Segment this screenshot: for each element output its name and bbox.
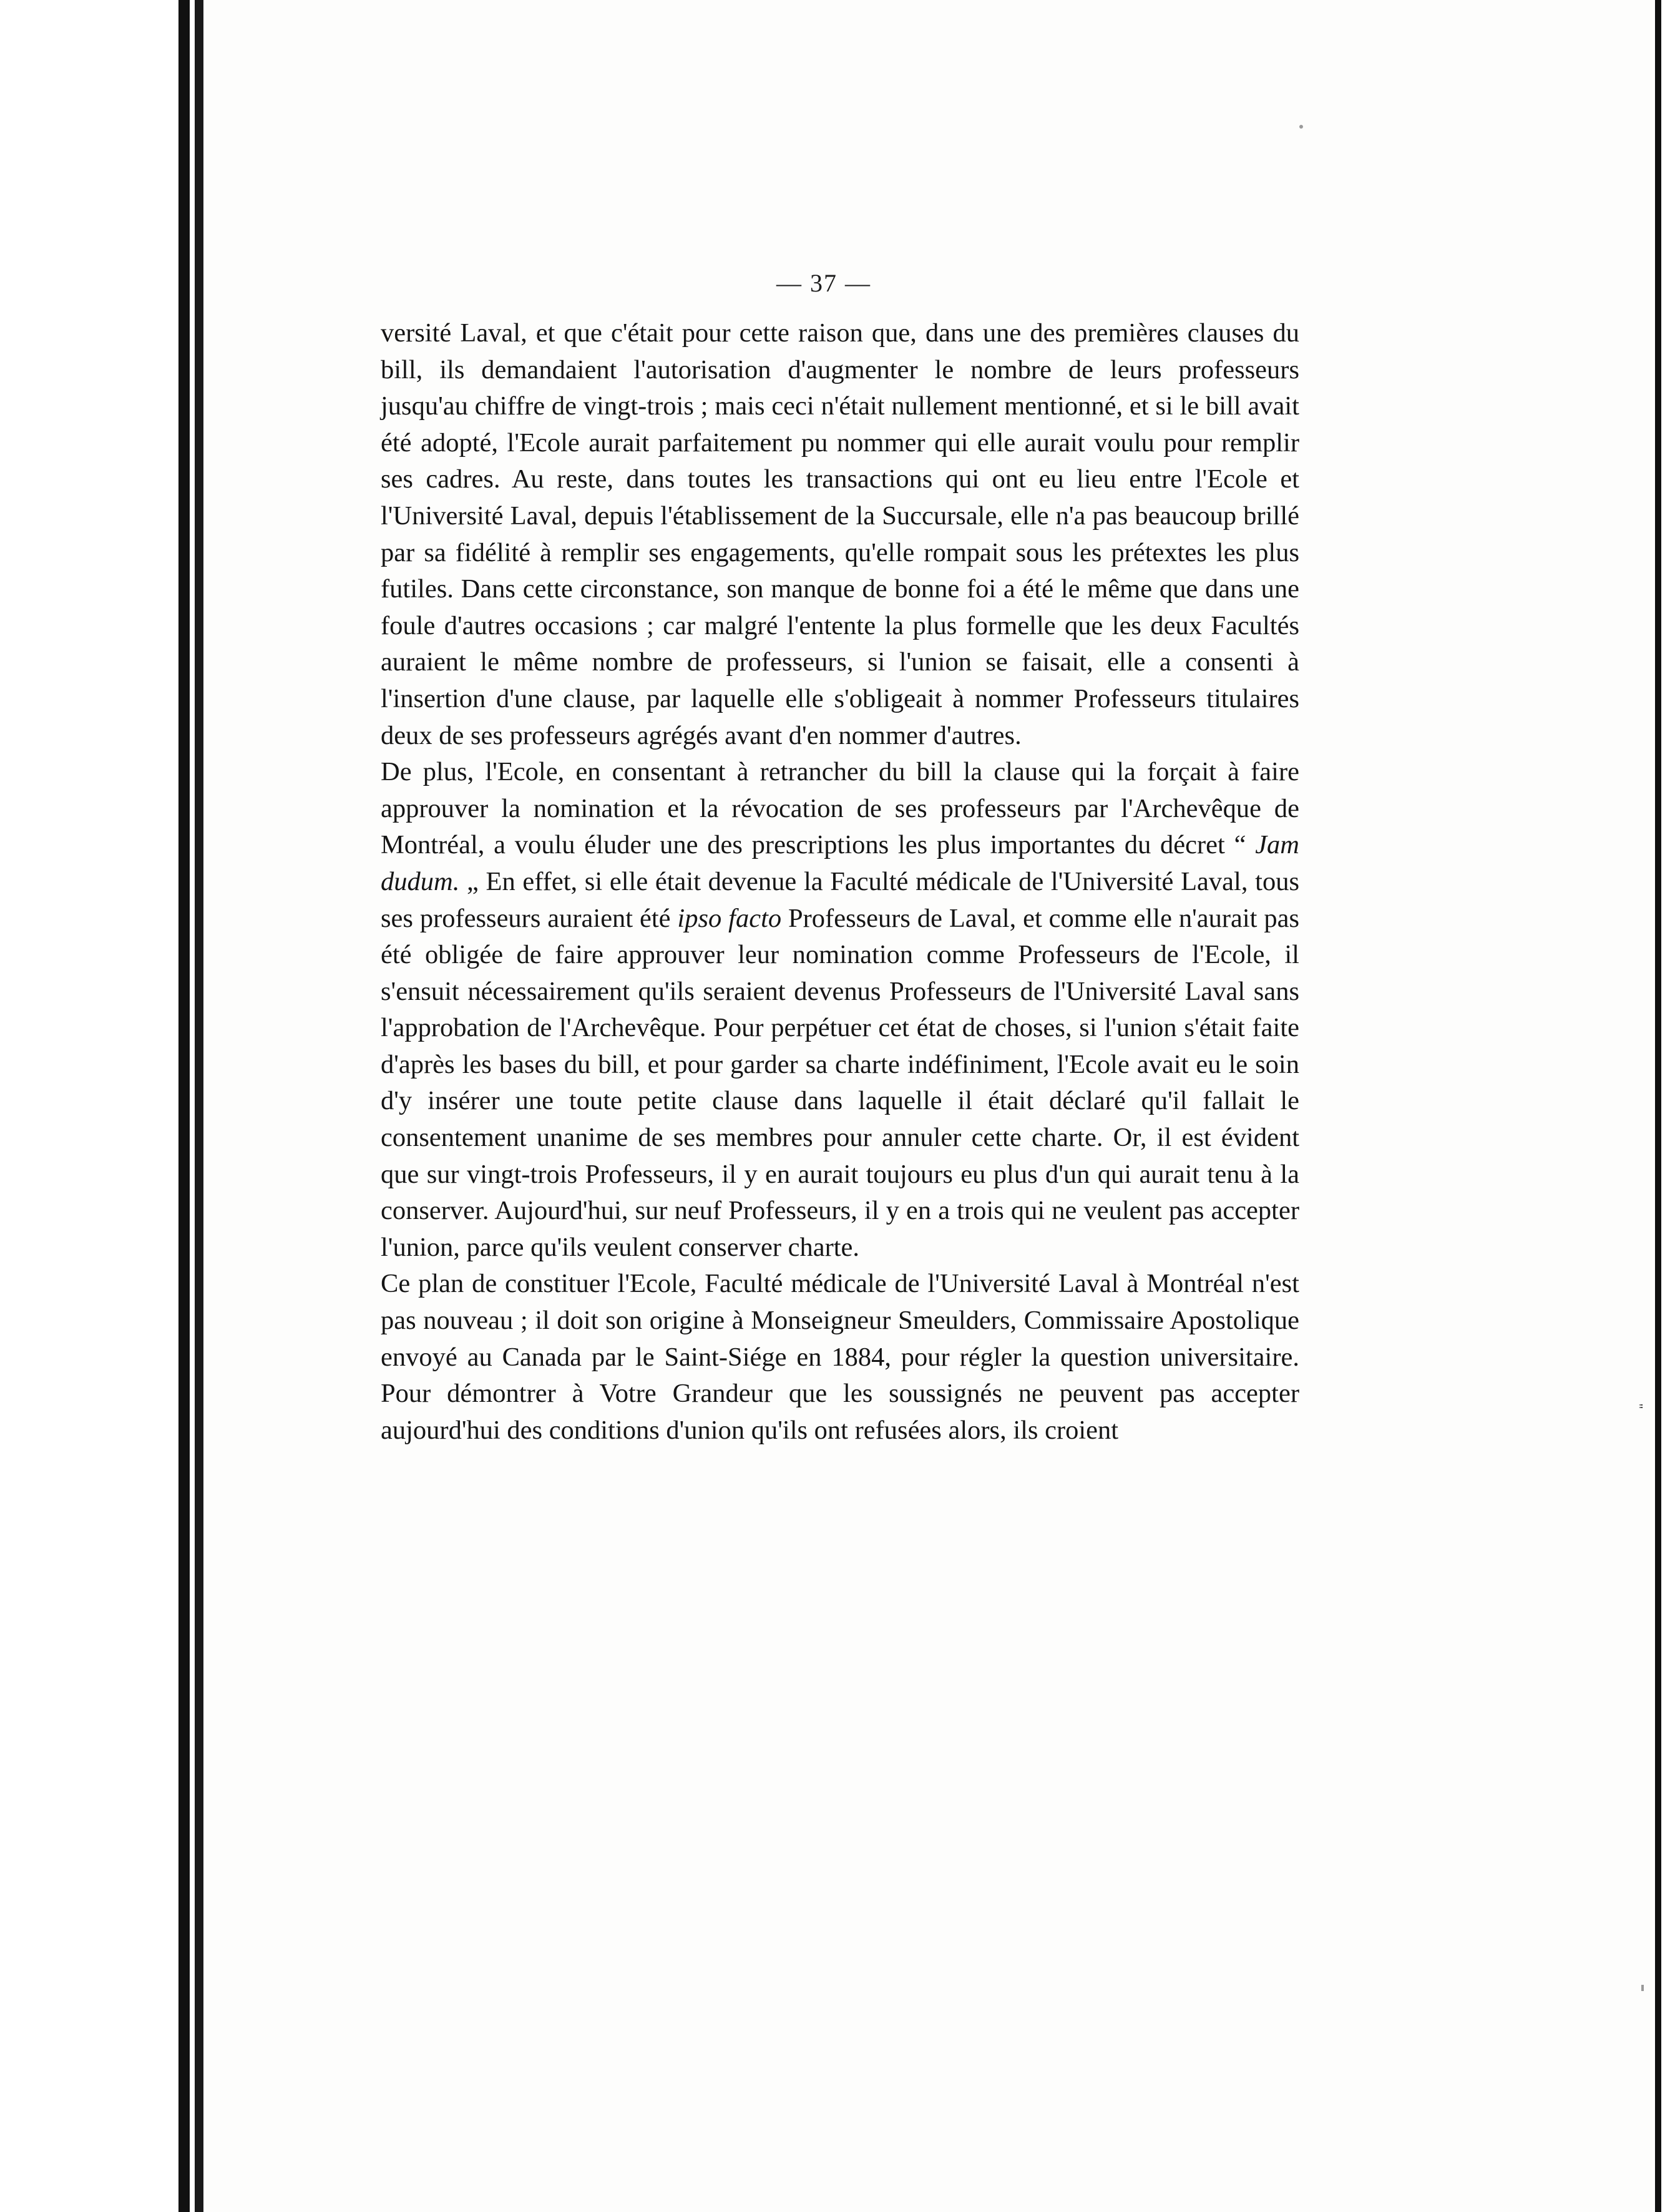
latin-phrase: ipso facto [677, 903, 782, 933]
margin-mark: " [1630, 1403, 1646, 1409]
left-margin [0, 0, 187, 2212]
page-number: — 37 — [776, 269, 871, 297]
paragraph-2-part-3: Professeurs de Laval, et comme elle n'aurait pas été obligée de faire approuver leur nomination comme Professeurs de l'Ecole, il s'ensuit nécessairement qu'ils seraient devenus Professeurs de l'Université Laval sans l'approbation de l'Archevêque. Pour perpétuer cet état de choses, si l'union s'était faite d'après les bases du bill, et pour garder sa charte indéfiniment, l'Ecole avait eu le soin d'y insérer une toute petite clause dans laquelle il était déclaré qu'il fallait le consentement unanime de ses membres pour annuler cette charte. Or, il est évident que sur vingt-trois Professeurs, il y en aurait toujours eu plus d'un qui aurait tenu à la conserver. Aujourd'hui, sur neuf Professeurs, il y en a trois qui ne veulent pas accepter l'union, parce qu'ils veulent conserver charte. [381, 903, 1300, 1262]
decree-title: Jam dudum. [381, 830, 1299, 896]
paragraph-2-part-1: De plus, l'Ecole, en consentant à retrancher du bill la clause qui la forçait à faire approuver la nomination et la révocation de ses professeurs par l'Archevêque de Montréal, a voulu éluder une des prescriptions les plus importantes du décret “ [381, 757, 1299, 860]
speck [1299, 125, 1303, 129]
edge-speck [1641, 1985, 1644, 1991]
right-edge-rule [1655, 0, 1661, 2212]
binding-shadow-inner [178, 0, 190, 2212]
paragraph-3: Ce plan de constituer l'Ecole, Faculté médicale de l'Université Laval à Montréal n'est pas nouveau ; il doit son origine à Monseigneur Smeulders, Commissaire Apostolique envoyé au Canada par le Saint-Siége en 1884, pour régler la question universitaire. Pour démontrer à Votre Grandeur que les soussignés ne peuvent pas accepter aujourd'hui des conditions d'union qu'ils ont refusées alors, ils croient [381, 1269, 1299, 1445]
paragraph-2-part-2: „ En effet, si elle était devenue la Faculté médicale de l'Université Laval, tous ses professeurs auraient été [381, 866, 1299, 933]
body-text [381, 315, 1299, 1449]
binding-shadow-outer [195, 0, 203, 2212]
paragraph-1: versité Laval, et que c'était pour cette raison que, dans une des premières clauses du bill, ils demandaient l'autorisation d'augmenter le nombre de leurs professeurs jusqu'au chiffre de vingt-trois ; mais ceci n'était nullement mentionné, et si le bill avait été adopté, l'Ecole aurait parfaitement pu nommer qui elle aurait voulu pour remplir ses cadres. Au reste, dans toutes les transactions qui ont eu lieu entre l'Ecole et l'Université Laval, depuis l'établissement de la Succursale, elle n'a pas beaucoup brillé par sa fidélité à remplir ses engagements, qu'elle rompait sous les prétextes les plus futiles. Dans cette circonstance, son manque de bonne foi a été le même que dans une foule d'autres occasions ; car malgré l'entente la plus formelle que les deux Facultés auraient le même nombre de professeurs, si l'union se faisait, elle a consenti à l'insertion d'une clause, par laquelle elle s'obligeait à nommer Professeurs titulaires deux de ses professeurs agrégés avant d'en nommer d'autres. [381, 318, 1299, 750]
paragraph-2 [381, 754, 1299, 1266]
